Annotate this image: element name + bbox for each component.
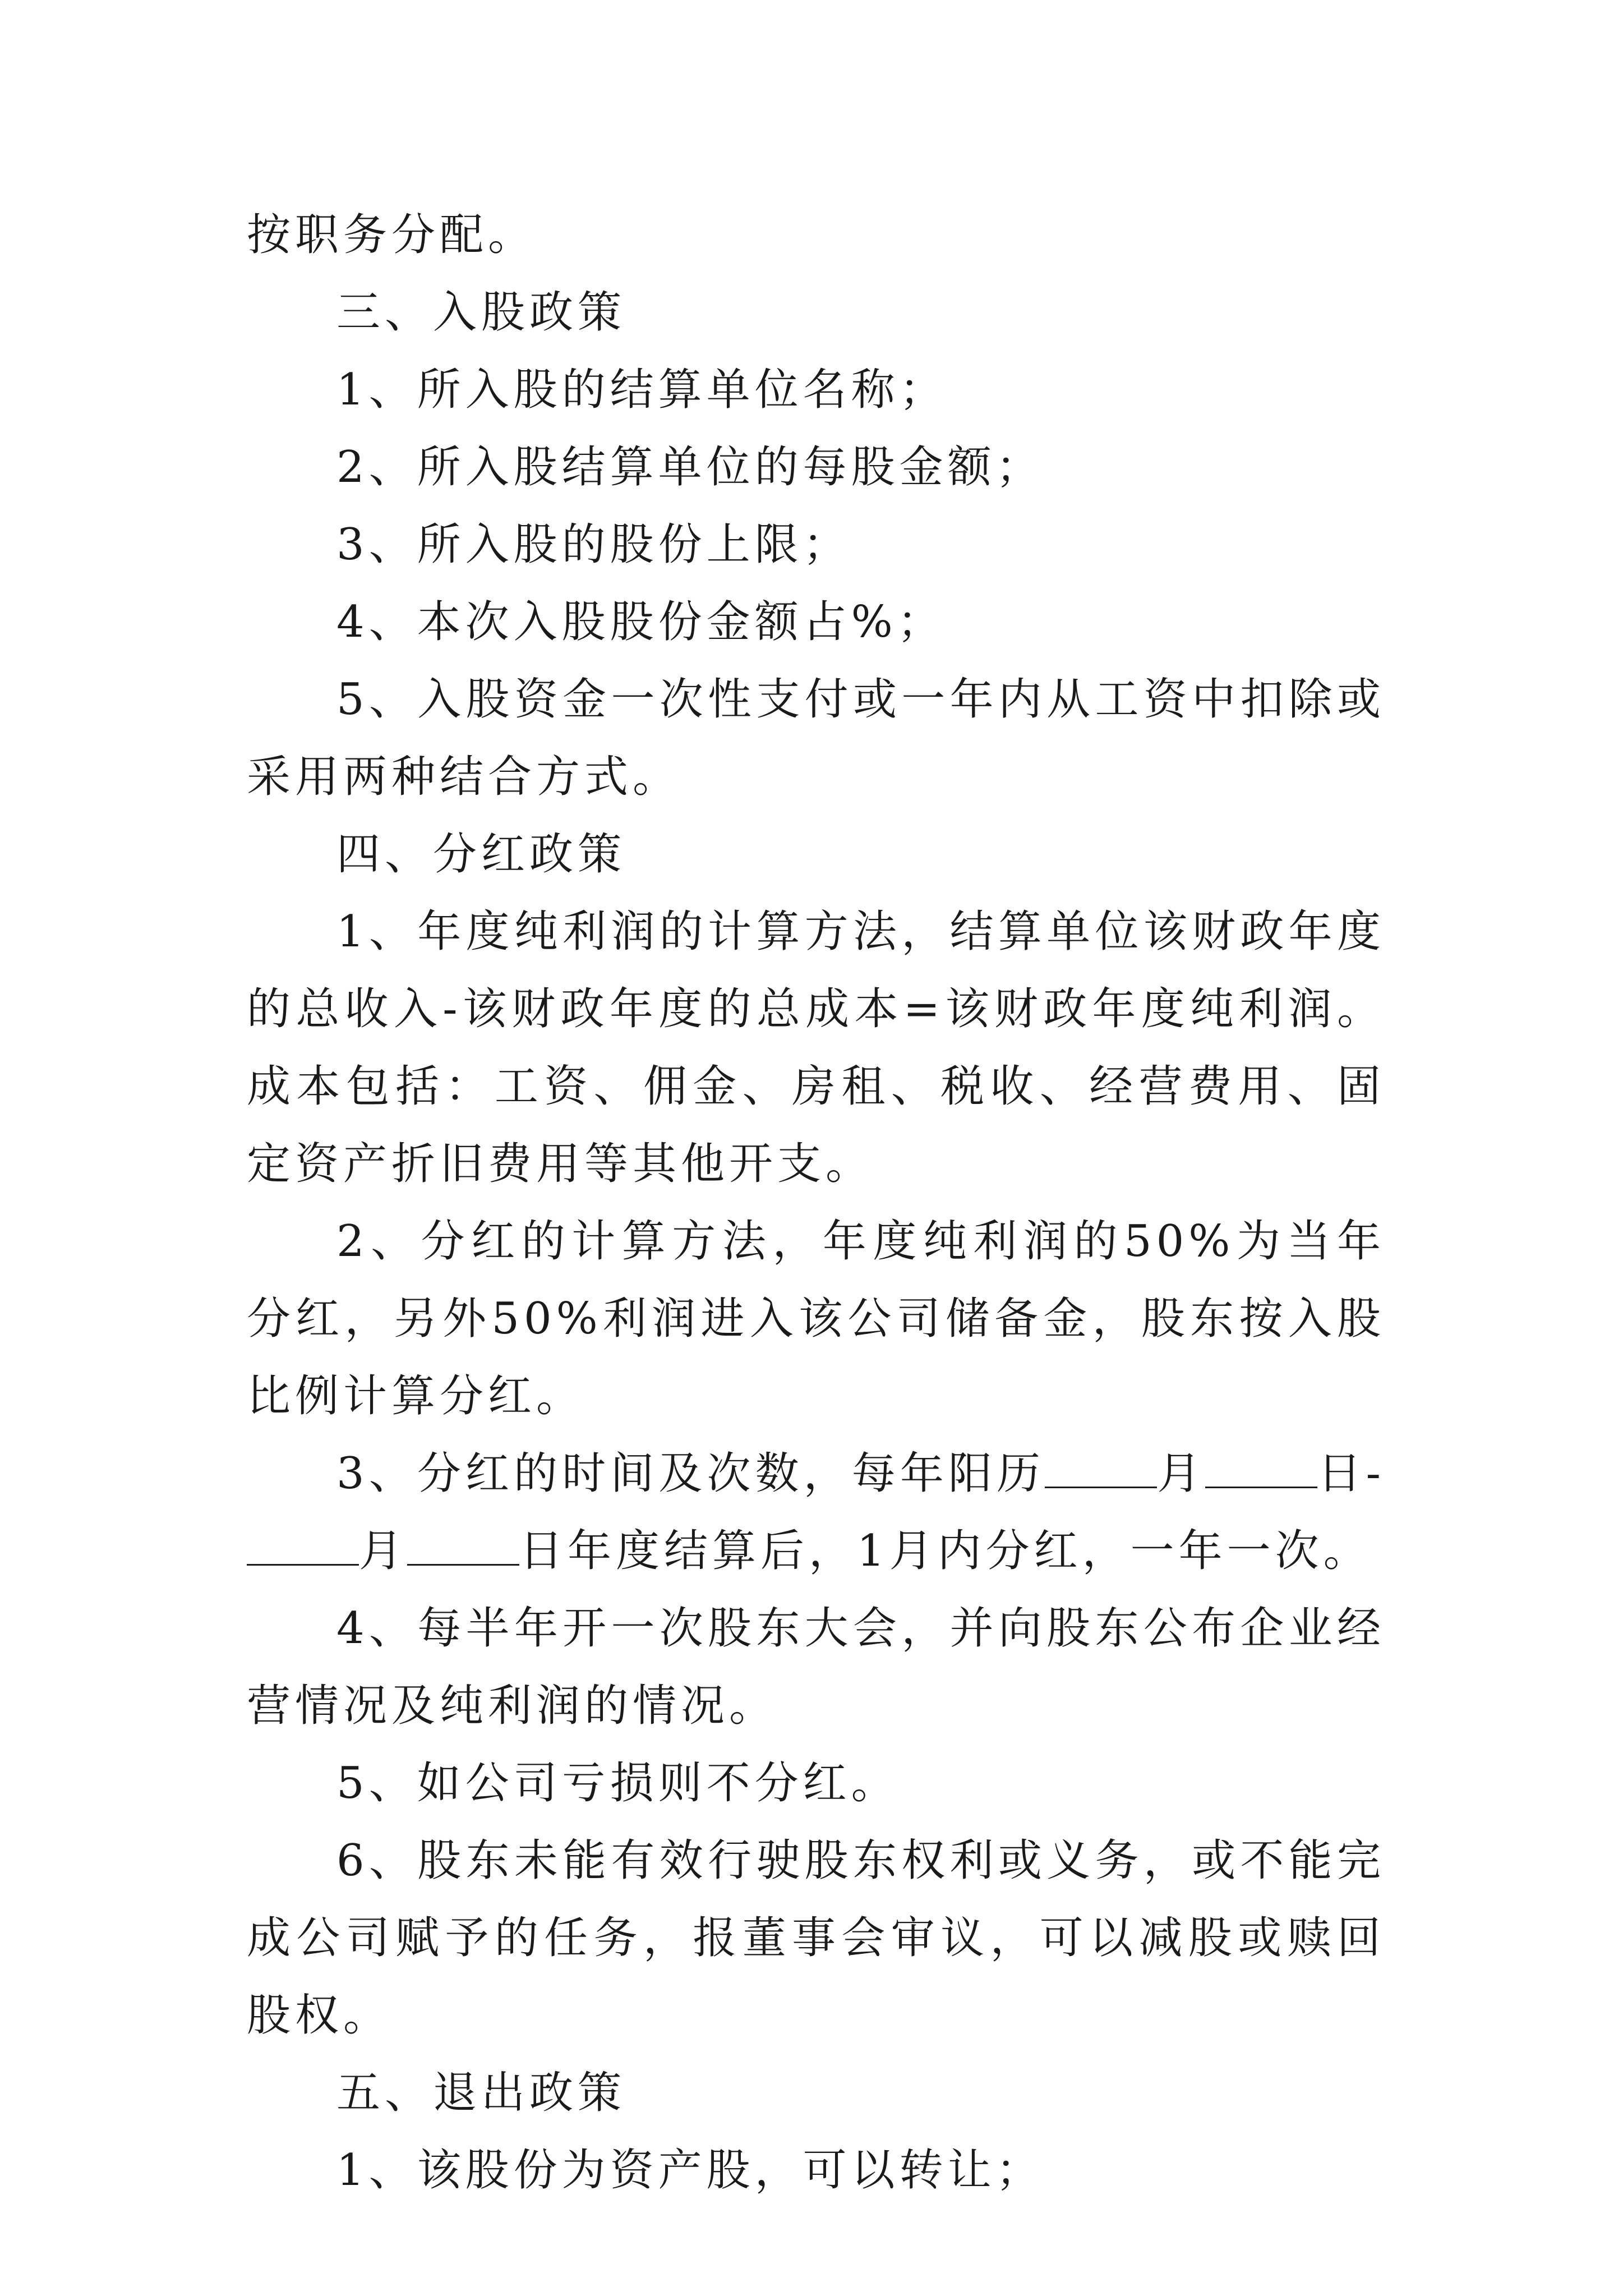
paragraph: 1、年度纯利润的计算方法，结算单位该财政年度的总收入-该财政年度的总成本=该财政年度纯利润。成本包括：工资、佣金、房租、税收、经营费用、固定资产折旧费用等其他开支。 — [247, 907, 1385, 1189]
section-heading-share-policy: 三、入股政策 — [336, 287, 626, 338]
document-body — [247, 196, 1385, 2209]
paragraph: 2、分红的计算方法，年度纯利润的50%为当年分红，另外50%利润进入该公司储备金，股东按入股比例计算分红。 — [247, 1216, 1385, 1421]
fill-in-blank — [247, 1530, 359, 1566]
paragraph: 6、股东未能有效行驶股东权利或义务，或不能完成公司赋予的任务，报董事会审议，可以减股或赎回股权。 — [247, 1835, 1385, 2041]
text-run: 3、分红的时间及次数，每年阳历 — [336, 1448, 1045, 1499]
paragraph: 4、本次入股股份金额占%； — [336, 597, 946, 647]
paragraph: 3、所入股的股份上限； — [336, 519, 851, 570]
fill-in-blank — [1045, 1453, 1157, 1488]
paragraph: 4、每半年开一次股东大会，并向股东公布企业经营情况及纯利润的情况。 — [247, 1603, 1385, 1731]
paragraph: 5、入股资金一次性支付或一年内从工资中扣除或采用两种结合方式。 — [247, 674, 1385, 802]
paragraph: 1、该股份为资产股，可以转让； — [336, 2145, 1044, 2196]
paragraph-dividend-timing — [247, 1435, 1385, 1590]
fill-in-blank — [407, 1530, 519, 1566]
text-run: 月 — [359, 1526, 408, 1576]
fill-in-blank — [1205, 1453, 1317, 1488]
text-run: 日年度结算后，1月内分红，一年一次。 — [519, 1526, 1372, 1576]
paragraph: 5、如公司亏损则不分红。 — [336, 1758, 900, 1809]
paragraph: 2、所入股结算单位的每股金额； — [336, 442, 1044, 493]
text-run: 月 — [1157, 1448, 1206, 1499]
section-heading-dividend-policy: 四、分红政策 — [336, 829, 626, 880]
section-heading-exit-policy: 五、退出政策 — [336, 2068, 626, 2118]
paragraph: 按职务分配。 — [247, 210, 537, 260]
paragraph: 1、所入股的结算单位名称； — [336, 365, 948, 415]
text-run: 日- — [1317, 1448, 1385, 1499]
